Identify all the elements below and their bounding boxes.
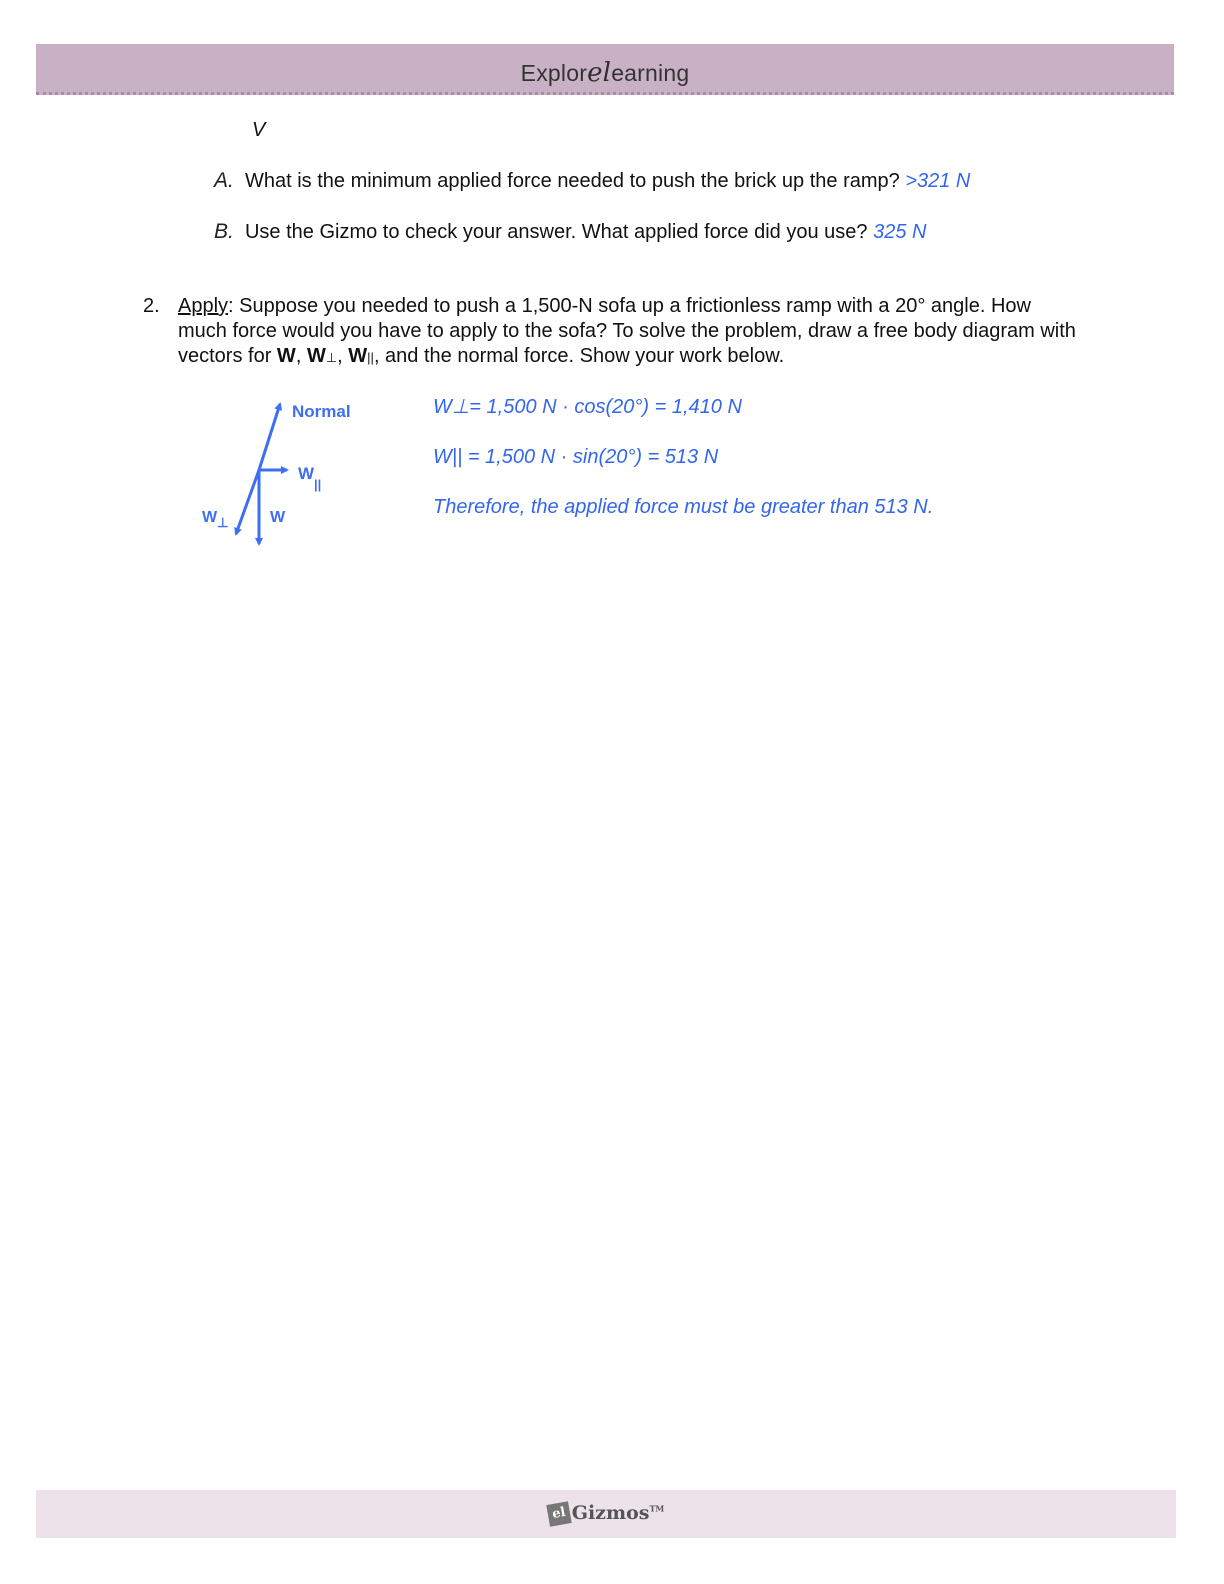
normal-vector (259, 404, 280, 470)
subscript: || (367, 350, 374, 365)
question-2-number: 2. (143, 295, 160, 317)
free-body-diagram (196, 392, 376, 562)
page-footer (36, 1490, 1176, 1538)
trademark: TM (649, 1503, 665, 1514)
page-header (36, 44, 1174, 95)
question-letter: A. (214, 169, 234, 192)
w-label: W (270, 509, 286, 526)
vector-w-perp: W (306, 345, 326, 367)
w-parallel-label-base: W (298, 464, 315, 483)
w-perp-vector (236, 470, 259, 534)
logo-text-left: Explor (520, 60, 588, 86)
answer-text: >321 N (905, 170, 971, 192)
gizmos-logo (36, 1502, 1176, 1525)
normal-label: Normal (292, 402, 351, 421)
gizmos-brand: Gizmos (571, 1502, 650, 1524)
question-letter: B. (214, 220, 234, 243)
w-parallel-label-sub: || (314, 477, 322, 492)
separator: , (295, 345, 307, 367)
separator: , (337, 345, 349, 367)
question-text: Use the Gizmo to check your answer. What applied force did you use? (244, 221, 868, 243)
vector-w-parallel: W (348, 345, 368, 367)
work-line-1: W⊥= 1,500 N · cos(20°) = 1,410 N (433, 396, 742, 418)
w-perp-label-base: W (202, 509, 218, 526)
question-1a (214, 168, 970, 194)
work-line-2: W|| = 1,500 N · sin(20°) = 513 N (433, 446, 719, 468)
answer-text: 325 N (873, 221, 927, 243)
logo-text-right: earning (611, 60, 690, 86)
w-perp-label-sub: ⊥ (217, 515, 229, 530)
question-text: What is the minimum applied force needed to push the brick up the ramp? (244, 170, 900, 192)
subscript: ⊥ (325, 350, 338, 365)
question-label: Apply (178, 295, 229, 317)
w-perp-label (202, 509, 228, 530)
gizmos-badge-icon: el (546, 1501, 571, 1526)
free-body-diagram-svg (196, 392, 376, 557)
question-1b (214, 219, 926, 245)
vector-w: W (276, 345, 296, 367)
text-fragment: V (252, 119, 266, 141)
question-text-part: : Suppose you needed to push a 1,500-N sofa up a frictionless ramp with a 20° angle. How much force would you have to apply to the sofa? To solve the problem, draw a free body diagram with vectors for (178, 295, 1076, 367)
question-2-text (178, 294, 1078, 370)
logo-mark: el (587, 58, 612, 88)
question-text-part: , and the normal force. Show your work below. (373, 345, 785, 367)
work-line-3: Therefore, the applied force must be greater than 513 N. (433, 496, 934, 518)
w-parallel-label (298, 464, 321, 492)
explorelearning-logo (36, 58, 1174, 88)
